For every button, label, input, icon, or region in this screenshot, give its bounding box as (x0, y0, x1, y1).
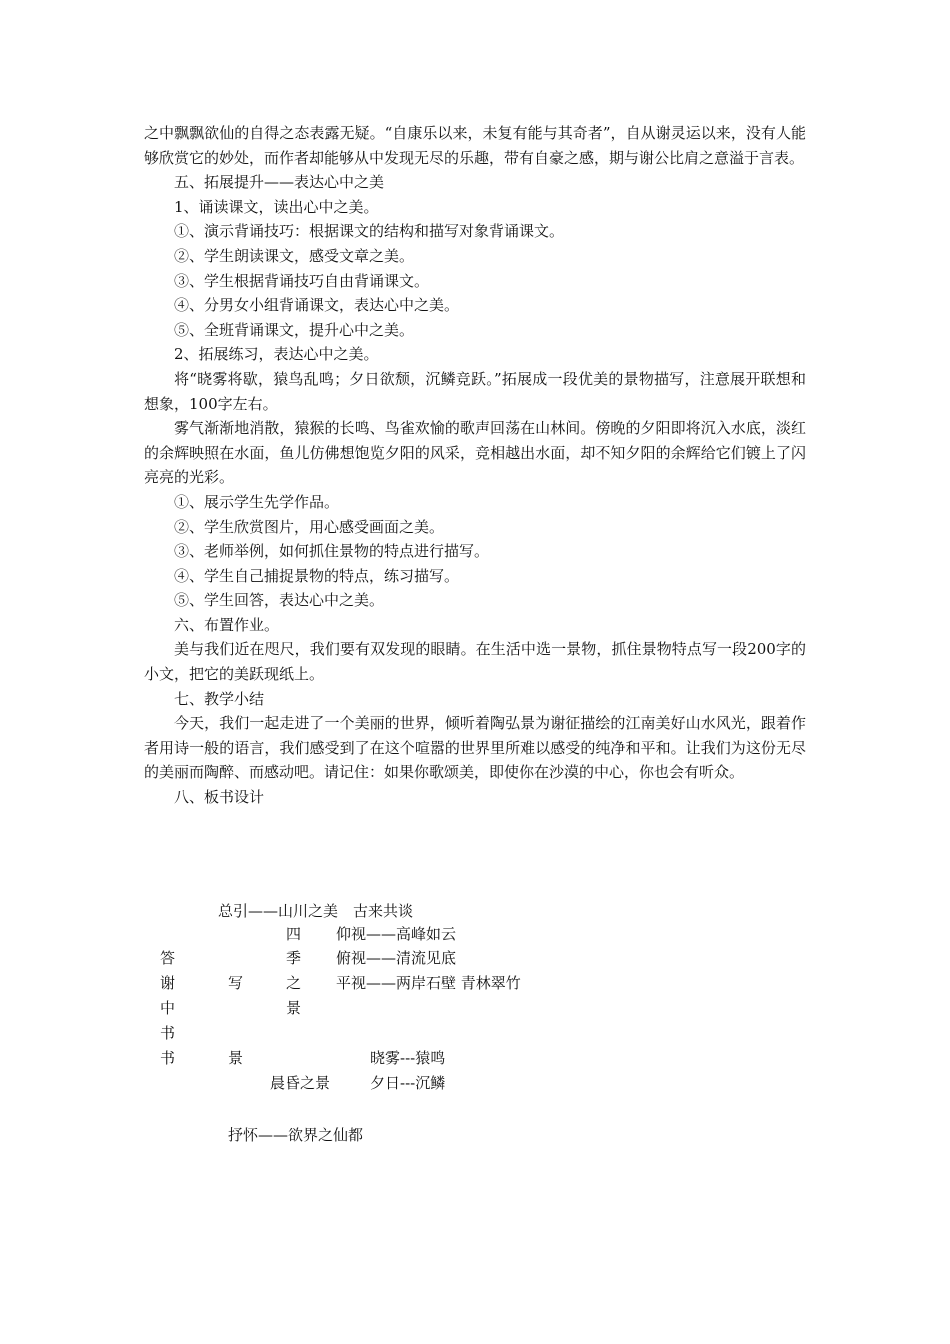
board-view-down: 俯视——清流见底 (336, 949, 457, 967)
paragraph: 七、教学小结 (174, 689, 265, 708)
board-write-char: 写 (228, 974, 244, 992)
board-season-char-3: 之 (286, 974, 302, 992)
paragraph: 雾气渐渐地消散，猿猴的长鸣、鸟雀欢愉的歌声回荡在山林间。傍晚的夕阳即将沉入水底，淡红的余辉映照在水面，鱼儿仿佛想饱览夕阳的风采，竞相越出水面，却不知夕阳的余辉给它们镀上了闪亮亮的光彩。 (144, 419, 806, 487)
board-season-char-1: 四 (286, 925, 302, 943)
board-season-char-4: 景 (286, 999, 302, 1017)
paragraph: ④、学生自己捕捉景物的特点，练习描写。 (174, 566, 460, 585)
board-season-char-2: 季 (286, 949, 302, 967)
paragraph: 之中飘飘欲仙的自得之态表露无疑。“自康乐以来，未复有能与其奇者”，自从谢灵运以来，没有人能够欣赏它的妙处，而作者却能够从中发现无尽的乐趣，带有自豪之感，期与谢公比肩之意溢于言表。 (144, 124, 806, 167)
body-text (144, 121, 806, 810)
board-scene-char: 景 (228, 1049, 244, 1067)
board-top-line: 总引——山川之美 古来共谈 (218, 902, 414, 920)
paragraph: ③、学生根据背诵技巧自由背诵课文。 (174, 271, 430, 290)
paragraph: 今天，我们一起走进了一个美丽的世界，倾听着陶弘景为谢征描绘的江南美好山水风光，跟着作者用诗一般的语言，我们感受到了在这个喧嚣的世界里所难以感受的纯净和平和。让我们为这份无尽的美丽而陶醉、而感动吧。请记住：如果你歌颂美，即使你在沙漠的中心，你也会有听众。 (144, 714, 806, 782)
board-left-char-1: 答 (160, 949, 176, 967)
paragraph: 2、拓展练习，表达心中之美。 (174, 345, 379, 364)
paragraph: ③、老师举例，如何抓住景物的特点进行描写。 (174, 542, 490, 561)
paragraph: 五、拓展提升——表达心中之美 (174, 173, 385, 192)
paragraph: ②、学生朗读课文，感受文章之美。 (174, 246, 415, 265)
board-bottom-line: 抒怀——欲界之仙都 (228, 1126, 364, 1144)
paragraph: ①、展示学生先学作品。 (174, 492, 340, 511)
paragraph: ①、演示背诵技巧：根据课文的结构和描写对象背诵课文。 (174, 222, 565, 241)
board-view-up: 仰视——高峰如云 (336, 925, 457, 943)
paragraph: ④、分男女小组背诵课文，表达心中之美。 (174, 296, 460, 315)
paragraph: ⑤、学生回答，表达心中之美。 (174, 591, 385, 610)
paragraph: 八、板书设计 (174, 788, 265, 807)
board-dawn-dusk-label: 晨昏之景 (270, 1074, 331, 1092)
board-left-char-5: 书 (160, 1049, 176, 1067)
board-left-char-2: 谢 (160, 974, 176, 992)
board-left-char-3: 中 (160, 999, 176, 1017)
paragraph: 美与我们近在咫尺，我们要有双发现的眼睛。在生活中选一景物，抓住景物特点写一段200字的小文，把它的美跃现纸上。 (144, 640, 806, 684)
board-view-level: 平视——两岸石壁 青林翠竹 (336, 974, 521, 992)
paragraph: ②、学生欣赏图片，用心感受画面之美。 (174, 517, 445, 536)
board-dusk: 夕日---沉鳞 (370, 1074, 446, 1092)
paragraph: 六、布置作业。 (174, 615, 280, 634)
paragraph: ⑤、全班背诵课文，提升心中之美。 (174, 320, 415, 339)
board-dawn: 晓雾---猿鸣 (370, 1049, 446, 1067)
board-left-char-4: 书 (160, 1024, 176, 1042)
paragraph: 将“晓雾将歇，猿鸟乱鸣；夕日欲颓，沉鳞竞跃。”拓展成一段优美的景物描写，注意展开联想和想象，100字左右。 (144, 369, 806, 413)
paragraph: 1、诵读课文，读出心中之美。 (174, 197, 379, 216)
